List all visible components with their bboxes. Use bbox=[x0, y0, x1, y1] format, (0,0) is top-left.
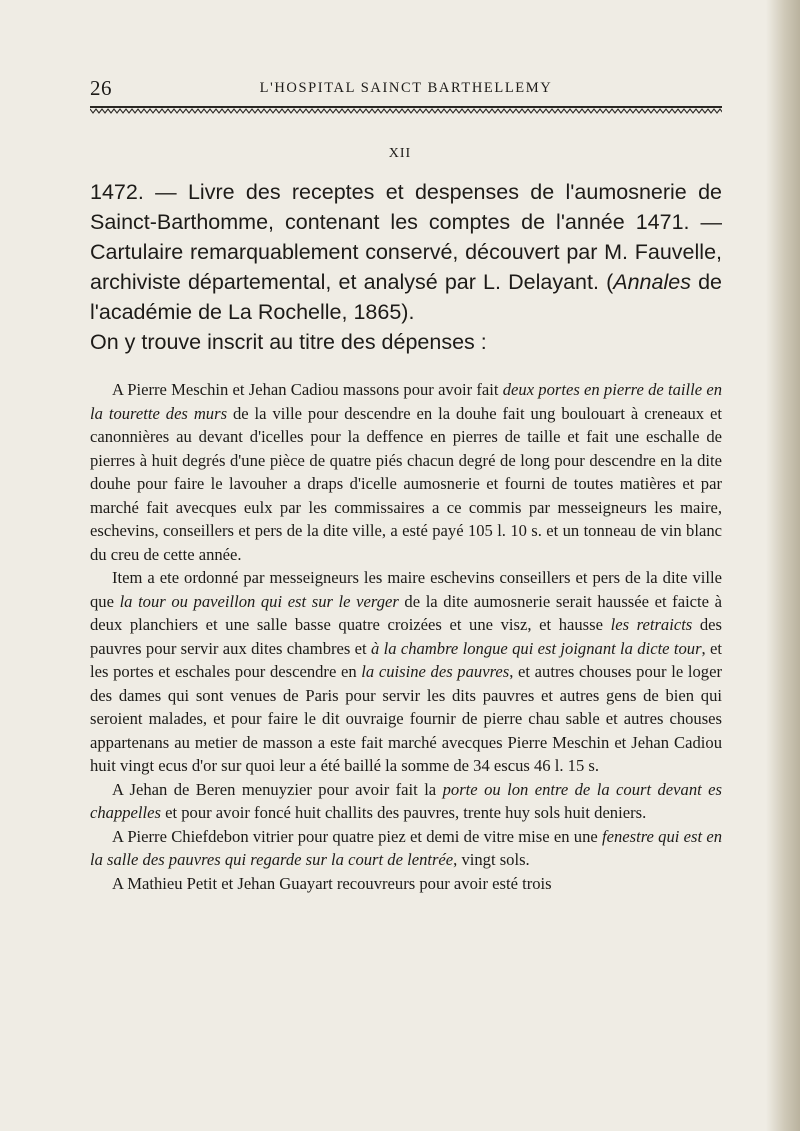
page-edge-shadow bbox=[766, 0, 800, 1131]
text-run: , vingt sols. bbox=[453, 850, 530, 869]
text-run: A Pierre Meschin et Jehan Cadiou massons pour avoir fait bbox=[112, 380, 503, 399]
italic-run: fenestre qui est en la salle des pauvres qui regarde sur la court de lentrée bbox=[90, 826, 722, 869]
intro-second-paragraph bbox=[90, 327, 722, 357]
ornamental-rule bbox=[90, 106, 722, 118]
italic-run: les retraicts bbox=[610, 615, 693, 634]
intro-line: On y trouve inscrit au titre des dépenses : bbox=[90, 330, 487, 354]
body-paragraph bbox=[90, 872, 722, 896]
text-run: A Jehan de Beren menuyzier pour avoir fait la bbox=[112, 779, 443, 799]
text-run: et pour avoir foncé huit challits des pauvres, trente huy sols huit deniers. bbox=[160, 803, 647, 822]
intro-text-end: de l'académie de La Rochelle, 1865). bbox=[90, 270, 723, 324]
italic-run: la tour ou paveillon qui est sur le verger bbox=[119, 591, 399, 611]
text-run: de la dite aumosnerie serait haussée et faicte à deux planchiers et une salle basse quatre croizées et une visz, et hausse bbox=[90, 591, 722, 634]
body-paragraph bbox=[90, 566, 722, 778]
body-text bbox=[90, 378, 722, 895]
text-run: A Mathieu Petit et Jehan Guayart recouvreurs pour avoir esté trois bbox=[112, 873, 552, 893]
text-run: , et les portes et eschales pour descendre en bbox=[90, 638, 723, 681]
page-header bbox=[90, 76, 722, 100]
body-paragraph bbox=[90, 778, 722, 825]
text-run: , et autres chouses pour le loger des dames qui sont venues de Paris pour servir les dits pauvres et autres gens de bien qui seroient malades, et pour faire le dit ouvraige fournir de pierre chau sable et autres chouses appartenans au metier de masson a este fait marché avecques Pierre Meschin et Jehan Cadiou huit vingt ecus d'or sur quoi leur a été baillé la somme de 34 escus 46 l. 15 s. bbox=[90, 662, 722, 775]
wave-rule-icon bbox=[90, 108, 722, 116]
body-paragraph bbox=[90, 378, 722, 566]
text-run: des pauvres pour servir aux dites chambres et bbox=[90, 615, 723, 658]
intro-italic: Annales bbox=[613, 270, 691, 294]
italic-run: porte ou lon entre de la court devant es chappelles bbox=[90, 779, 722, 822]
italic-run: deux portes en pierre de taille en la tourette des murs bbox=[90, 380, 722, 423]
intro-text: 1472. — Livre des receptes et despenses de l'aumosnerie de Sainct-Barthomme, contenant les comptes de l'année 1471. — Cartulaire remarquablement conservé, découvert par M. Fauvelle, archiviste départemental, et analysé par L. Delayant. ( bbox=[90, 180, 722, 294]
running-title: L'HOSPITAL SAINCT BARTHELLEMY bbox=[259, 80, 553, 96]
intro-block bbox=[90, 177, 722, 357]
text-run: de la ville pour descendre en la douhe fait ung boulouart à creneaux et canonnières au devant d'icelles pour la deffence en pierres de taille et fait une eschalle de pierres à huit degrés d'une pièce de quatre piés chacun degré de long pour descendre en la dite douhe pour faire le lavouher a draps d'icelle aumosnerie et fourni de toutes matières et par marché fait avecques eulx par les commissaires a ce commis par messeigneurs les maire, eschevins, conseillers et pers de la dite ville, a esté payé 105 l. 10 s. et un tonneau de vin blanc du creu de cette année. bbox=[90, 403, 722, 564]
page-number: 26 bbox=[90, 76, 112, 100]
text-run: Item a ete ordonné par messeigneurs les maire eschevins conseillers et pers de la dite ville que bbox=[90, 568, 722, 611]
section-number: XII bbox=[388, 146, 412, 161]
intro-paragraph bbox=[90, 177, 722, 327]
body-paragraph bbox=[90, 825, 722, 872]
italic-run: la cuisine des pauvres bbox=[361, 662, 510, 681]
text-run: A Pierre Chiefdebon vitrier pour quatre piez et demi de vitre mise en une bbox=[112, 826, 602, 846]
italic-run: à la chambre longue qui est joignant la dicte tour bbox=[370, 638, 702, 658]
